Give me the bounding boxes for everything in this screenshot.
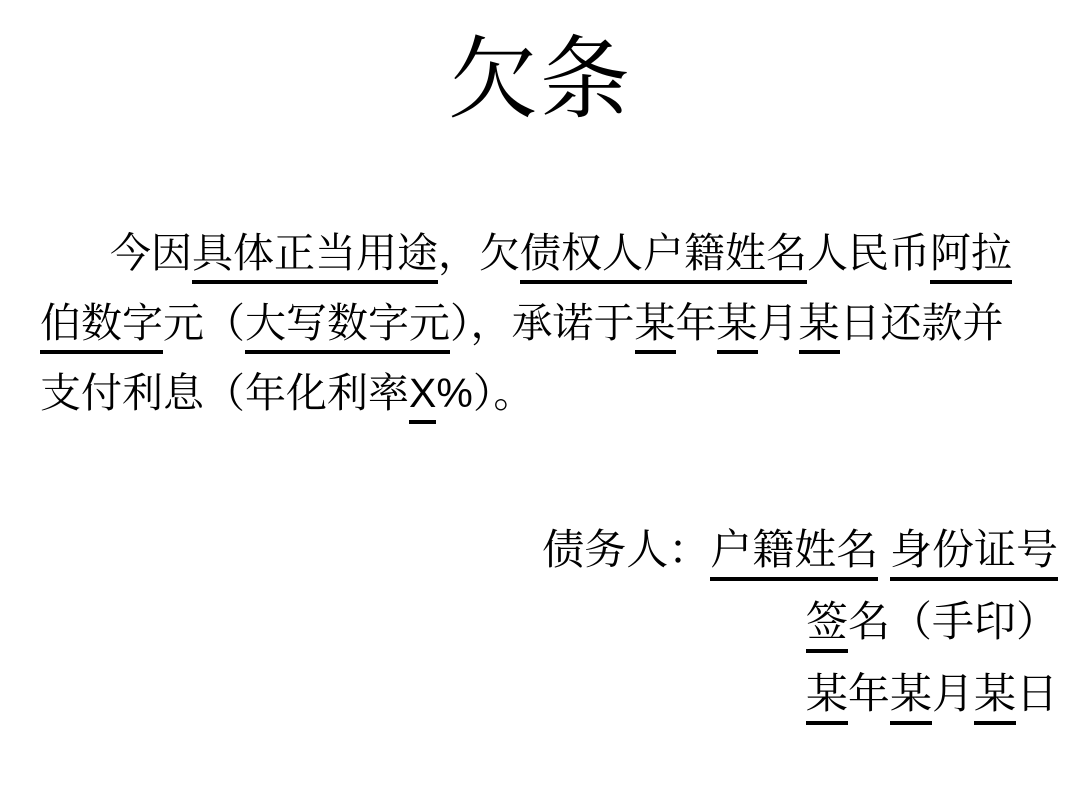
- text-run: ，欠: [438, 230, 520, 276]
- blank-underlined: 某: [890, 670, 932, 725]
- blank-underlined: 伯数字: [40, 300, 163, 354]
- text-run: 支付利息（年化利率: [40, 370, 409, 416]
- text-run: 债务人：: [542, 526, 711, 573]
- blank-underlined: 债权人户籍姓名: [520, 230, 807, 284]
- blank-underlined: 阿拉: [930, 230, 1012, 284]
- blank-underlined: 大写数字元: [245, 300, 450, 354]
- debtor-line: [40, 514, 1058, 586]
- text-run: 名（手印）: [847, 598, 1058, 645]
- text-run: [878, 526, 890, 573]
- document-body: [40, 218, 1040, 428]
- blank-underlined: 身份证号: [890, 526, 1058, 581]
- blank-underlined: 具体正当用途: [192, 230, 438, 284]
- blank-underlined: 某: [635, 300, 676, 354]
- text-run: 日还款并: [839, 300, 1004, 346]
- blank-underlined: 某: [799, 300, 840, 354]
- signature-handprint-line: [40, 586, 1058, 658]
- text-run: 月: [931, 670, 974, 717]
- blank-underlined: 某: [806, 670, 848, 725]
- blank-underlined: 户籍姓名: [710, 526, 878, 581]
- document-title: 欠条: [448, 30, 632, 130]
- signature-block: [40, 514, 1058, 730]
- body-line-3: [40, 358, 1040, 428]
- text-run: 人民币: [807, 230, 930, 276]
- text-run: 今因: [110, 230, 192, 276]
- text-run: 元（: [163, 300, 245, 346]
- blank-underlined: X: [409, 370, 436, 424]
- text-run: ），承诺于: [450, 300, 635, 346]
- text-run: 年: [675, 300, 717, 346]
- date-line: [40, 658, 1058, 730]
- text-run: 月: [757, 300, 799, 346]
- blank-underlined: 某: [974, 670, 1016, 725]
- text-run: 日: [1015, 670, 1058, 717]
- blank-underlined: 签: [806, 598, 848, 653]
- text-run: 年: [847, 670, 890, 717]
- blank-underlined: 某: [717, 300, 758, 354]
- body-line-2: [40, 288, 1040, 358]
- body-line-1: [40, 218, 1040, 288]
- text-run: %）。: [436, 370, 535, 416]
- iou-document-page: [0, 30, 1080, 788]
